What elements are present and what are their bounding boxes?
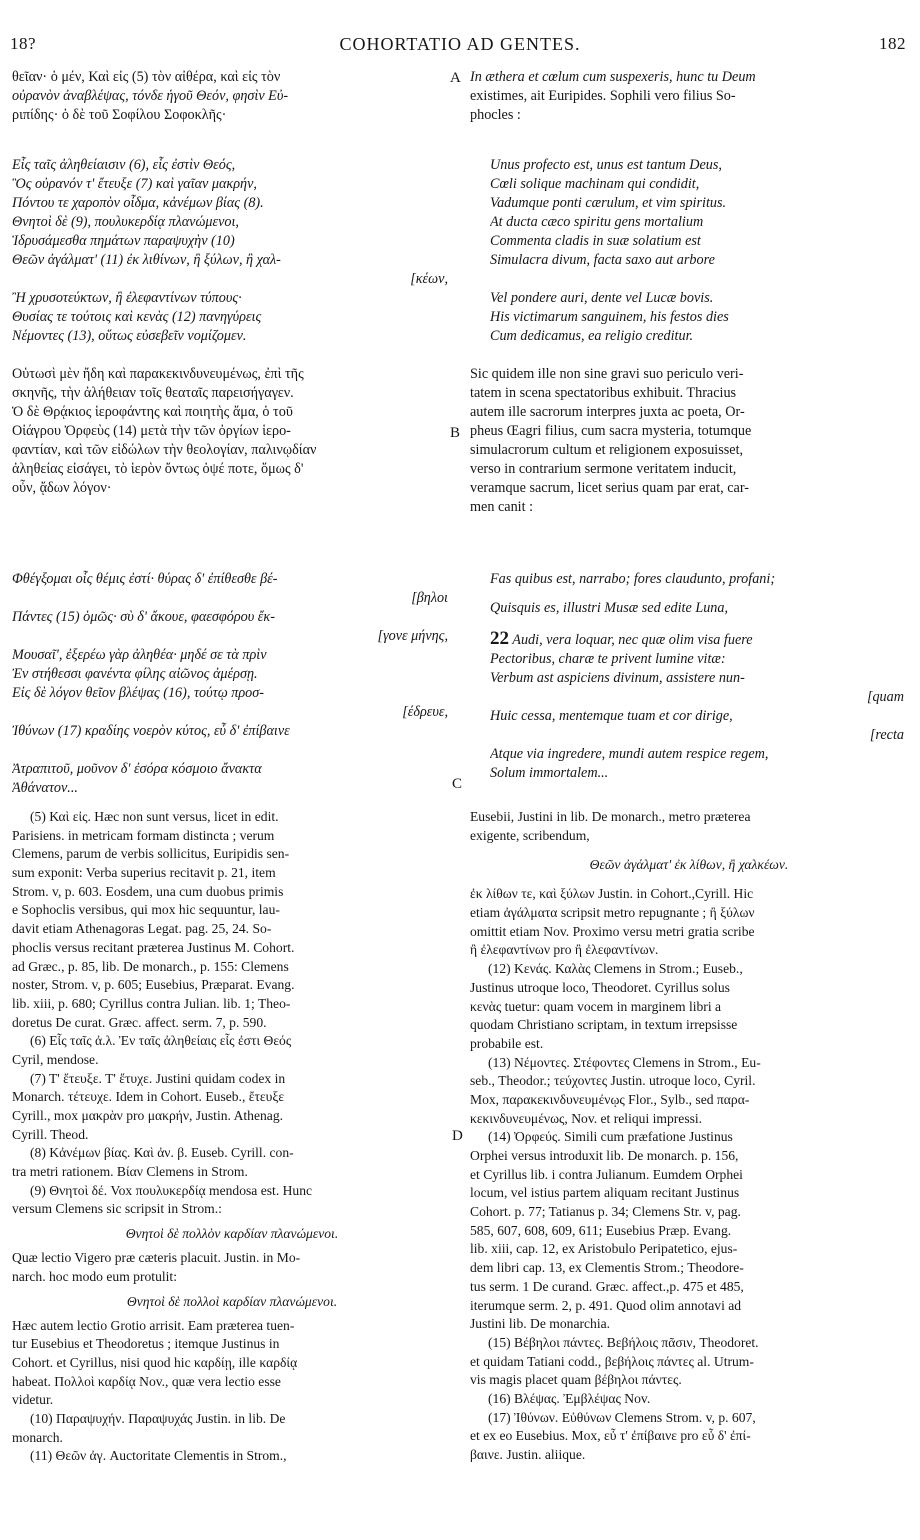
footnote-line: Justinus utroque loco, Theodoret. Cyrillus solus — [470, 979, 730, 995]
greek-poem-sophocles — [12, 156, 452, 346]
footnote-line: (14) Ὀρφεύς. Simili cum præfatione Justinus — [488, 1129, 733, 1145]
footnote-line: Strom. v, p. 603. Eosdem, una cum duobus primis — [12, 883, 284, 899]
footnote-verse: Θνητοὶ δὲ πολλοὶ καρδίαν πλανώμενοι. — [126, 1293, 338, 1309]
verse-line: Πόντου τε χαροπὸν οἶδμα, κἀνέμων βίας (8). — [12, 195, 264, 211]
footnote-line: Quæ lectio Vigero præ cæteris placuit. Justin. in Mo- — [12, 1250, 301, 1266]
footnote-line: sum exponit: Verba superius recitavit p. 21, item — [12, 865, 276, 881]
footnote-line: Cyrill., mox μακρὰν pro μακρήν, Justin. Athenag. — [12, 1108, 284, 1123]
text-line: In æthera et cœlum cum suspexeris, hunc tu Deum — [470, 69, 756, 85]
footnote-line: (8) Κἀνέμων βίας. Καὶ ἀν. β. Euseb. Cyrill. con- — [30, 1145, 294, 1161]
footnote-line: dem libri cap. 13, ex Clementis Strom.; Theodore- — [470, 1260, 744, 1276]
footnote-line: (6) Εἷς ταῖς ἀ.λ. Ἐν ταῖς ἀληθείαις εἷς ἐστι Θεός — [30, 1033, 292, 1049]
footnote-line: Cyrill. Theod. — [12, 1126, 89, 1142]
verse-line: Commenta cladis in suæ solatium est — [490, 233, 701, 249]
verse-line-with-chapter — [490, 628, 908, 650]
footnote-line: et Cyrillus lib. i contra Julianum. Eumdem Orphei — [470, 1166, 743, 1182]
verse-line: Θνητοὶ δὲ (9), πουλυκερδίᾳ πλανώμενοι, — [12, 214, 239, 230]
footnote-line: Cyril, mendose. — [12, 1051, 99, 1067]
footnote-line: probabile est. — [470, 1035, 544, 1051]
text-line: simulacrorum cultum et religionem exposuisset, — [470, 442, 744, 458]
text-line: ἀληθείας εἰσάγει, τὸ ἱερὸν ὄντως ὀψέ ποτε, ὅμως δ' — [12, 461, 304, 477]
footnote-line: (10) Παραψυχήν. Παραψυχάς Justin. in lib. De — [30, 1410, 286, 1426]
verse-line: Ἀθάνατον... — [12, 780, 78, 796]
margin-letter-a: A — [450, 70, 461, 86]
footnote-line: Orphei versus introduxit lib. De monarch. p. 156, — [470, 1148, 739, 1163]
page-title: COHORTATIO AD GENTES. — [339, 34, 581, 54]
verse-line: Πάντες (15) ὁμῶς· σὺ δ' ἄκουε, φαεσφόρου ἔκ- — [12, 609, 275, 625]
footnote-line: monarch. — [12, 1429, 63, 1445]
verse-line: Νέμοντες (13), οὕτως εὐσεβεῖν νομίζομεν. — [12, 328, 247, 344]
verse-line: Huic cessa, mentemque tuam et cor dirige, — [490, 708, 733, 724]
text-line: autem ille sacrorum interpres juxta ac poeta, Or- — [470, 404, 745, 420]
greek-prose — [12, 365, 452, 498]
footnote-line: 585, 607, 608, 609, 611; Eusebius Præp. Evang. — [470, 1222, 732, 1238]
verse-line: Ὃς οὐρανόν τ' ἔτευξε (7) καὶ γαῖαν μακρήν, — [12, 176, 257, 192]
footnote-line: noster, Strom. v, p. 605; Eusebius, Præparat. Evang. — [12, 977, 295, 993]
verse-line: Vadumque ponti cærulum, et vim spiritus. — [490, 195, 727, 211]
footnote-line: Mox, παρακεκινδυνευμένῳς Flor., Sylb., sed παρα- — [470, 1091, 750, 1107]
footnote-line: vis magis placet quam βέβηλοι πάντες. — [470, 1372, 682, 1388]
footnote-line: lib. xiii, cap. 12, ex Aristobulo Peripatetico, ejus- — [470, 1241, 738, 1257]
text-line: Οὑτωσὶ μὲν ἤδη καὶ παρακεκινδυνευμένως, ἐπὶ τῆς — [12, 366, 304, 382]
verse-line: Ἢ χρυσοτεύκτων, ἢ ἐλεφαντίνων τύπους· — [12, 290, 242, 306]
footnote-line: tus serm. 1 De curand. Græc. affect.,p. 475 et 485, — [470, 1278, 744, 1294]
verse-line: Θεῶν ἀγάλματ' (11) ἐκ λιθίνων, ἢ ξύλων, ἢ χαλ- — [12, 252, 281, 268]
spacer — [490, 589, 908, 599]
verse-line: Ἀτραπιτοῦ, μοῦνον δ' ἐσόρα κόσμοιο ἄνακτα — [12, 761, 262, 777]
footnote-line: etiam ἀγάλματα scripsit metro repugnante ; ἢ ξύλων — [470, 905, 755, 921]
latin-prose — [470, 365, 908, 517]
footnote-line: Cohort. p. 77; Tatianus p. 34; Clemens Str. v, pag. — [470, 1204, 741, 1220]
footnote-line: et ex eo Eusebius. Mox, εὖ τ' ἐπίβαινε pro εὖ δ' ἐπί- — [470, 1428, 751, 1444]
footnote-line: videtur. — [12, 1392, 54, 1408]
verse-line: Θυσίας τε τούτοις καὶ κενὰς (12) πανηγύρεις — [12, 309, 262, 325]
page-number-left: 18? — [10, 34, 37, 53]
footnote-line: seb., Theodor.; τεύχοντες Justin. utroque loco, Cyril. — [470, 1073, 756, 1089]
verse-line: Φθέγξομαι οἷς θέμις ἐστί· θύρας δ' ἐπίθεσθε βέ- — [12, 571, 278, 587]
text-line: Sic quidem ille non sine gravi suo periculo veri- — [470, 366, 744, 382]
verse-line-continuation: [recta — [869, 727, 904, 743]
verse-line: Εἰς δὲ λόγον θεῖον βλέψας (16), τούτῳ προσ- — [12, 685, 265, 701]
text-line: οὐρανὸν ἀναβλέψας, τόνδε ἡγοῦ Θεόν, φησὶν Εὐ- — [12, 88, 289, 104]
footnote-line: (7) Τ' ἔτευξε. Τ' ἔτυχε. Justini quidam codex in — [30, 1070, 286, 1086]
footnote-line: versum Clemens sic scripsit in Strom.: — [12, 1201, 222, 1217]
verse-line: At ducta cæco spiritu gens mortalium — [490, 214, 704, 230]
footnote-line: Monarch. τέτευχε. Idem in Cohort. Euseb., ἔτευξε — [12, 1089, 285, 1105]
verse-line: Solum immortalem... — [490, 765, 609, 781]
footnote-line: Justini lib. De monarchia. — [470, 1316, 611, 1332]
footnote-line: (17) Ἰθύνων. Εὐθύνων Clemens Strom. v, p. 607, — [488, 1409, 756, 1425]
verse-line: Ἱδρυσάμεσθα πημάτων παραψυχὴν (10) — [12, 233, 235, 249]
page-number-right: 182 — [879, 34, 906, 53]
text-line: veramque sacrum, licet serius quam par erat, car- — [470, 480, 749, 496]
footnote-line: Cohort. et Cyrillus, nisi quod hic καρδίῃ, ille καρδίᾳ — [12, 1354, 298, 1370]
footnote-line: βαινε. Justin. aliique. — [470, 1447, 586, 1462]
text-line: σκηνῆς, τὴν ἀλήθειαν τοῖς θεαταῖς παρεισήγαγεν. — [12, 385, 294, 401]
footnote-line: et quidam Tatiani codd., βεβήλοις πάντες al. Utrum- — [470, 1353, 754, 1369]
verse-line: Cum dedicamus, ea religio creditur. — [490, 328, 694, 344]
verse-line: Unus profecto est, unus est tantum Deus, — [490, 157, 722, 173]
footnote-line: phoclis versus recitant præterea Justinus M. Cohort. — [12, 939, 295, 955]
footnote-line: e Sophoclis versibus, qui mox hic sequuntur, lau- — [12, 902, 280, 918]
footnote-line: tra metri rationem. Βίαν Clemens in Strom. — [12, 1164, 248, 1180]
footnote-line: Parisiens. in metricam formam distincta ; verum — [12, 827, 275, 843]
footnote-line: (9) Θνητοὶ δέ. Vox πουλυκερδίᾳ mendosa est. Hunc — [30, 1182, 313, 1198]
footnote-line: κενὰς tuetur: quam vocem in marginem libri a — [470, 998, 722, 1014]
greek-intro — [12, 68, 452, 125]
latin-intro — [470, 68, 908, 125]
verse-line: Ἰθύνων (17) κραδίης νοερὸν κύτος, εὖ δ' ἐπίβαινε — [12, 723, 290, 739]
footnote-line: narch. hoc modo eum protulit: — [12, 1268, 177, 1284]
verse-line: His victimarum sanguinem, his festos dies — [490, 309, 729, 325]
verse-line-continuation: [quam — [866, 689, 904, 705]
footnote-line: doretus De curat. Græc. affect. serm. 7, p. 590. — [12, 1014, 267, 1030]
footnote-verse: Θεῶν ἀγάλματ' ἐκ λίθων, ἢ χαλκέων. — [589, 857, 789, 873]
verse-line: Ἐν στήθεσσι φανέντα φίλης αἰῶνος ἀμέρσῃ. — [12, 666, 258, 682]
footnote-line: tur Eusebius et Theodoretus ; itemque Justinus in — [12, 1336, 280, 1352]
verse-line: Quisquis es, illustri Musæ sed edite Luna, — [490, 600, 729, 616]
text-line: Ὁ δὲ Θρᾴκιος ἱεροφάντης καὶ ποιητὴς ἅμα, ὁ τοῦ — [12, 404, 293, 420]
footnote-line: iterumque serm. 2, p. 491. Quod olim annotavi ad — [470, 1297, 742, 1313]
chapter-number: 22 — [490, 628, 509, 649]
text-line: φαντίαν, καὶ τῶν εἰδώλων τὴν θεολογίαν, παλινῳδίαν — [12, 442, 317, 458]
text-line: existimes, ait Euripides. Sophili vero filius So- — [470, 88, 736, 104]
verse-line: Verbum ast aspiciens divinum, assistere nun- — [490, 670, 745, 686]
verse-line: Fas quibus est, narrabo; fores claudunto, profani; — [490, 571, 776, 587]
spacer — [490, 270, 908, 289]
footnote-line: davit etiam Athenagoras Legat. pag. 25, 24. So- — [12, 921, 272, 937]
footnote-line: locum, vel istius partem aliquam recitant Justinus — [470, 1185, 740, 1201]
running-header — [0, 28, 920, 58]
footnote-line: κεκινδυνευμένως, Nov. et reliqui impressi. — [470, 1110, 703, 1126]
footnote-line: habeat. Πολλοὶ καρδίᾳ Nov., quæ vera lectio esse — [12, 1373, 281, 1389]
text-line: phocles : — [470, 107, 521, 123]
footnote-line: ἢ ἐλεφαντίνων pro ἢ ἐλεφαντίνων. — [470, 942, 659, 958]
footnote-line: Hæc autem lectio Grotio arrisit. Eam præterea tuen- — [12, 1317, 295, 1333]
verse-text: Audi, vera loquar, nec quæ olim visa fuere — [512, 632, 753, 648]
footnote-line: lib. xiii, p. 680; Cyrillus contra Julian. lib. 1; Theo- — [12, 995, 291, 1011]
text-line: οὖν, ᾄδων λόγον· — [12, 480, 112, 496]
footnote-verse: Θνητοὶ δὲ πολλὸν καρδίαν πλανώμενοι. — [125, 1226, 339, 1242]
footnote-line: (11) Θεῶν ἀγ. Auctoritate Clementis in Strom., — [30, 1448, 287, 1464]
greek-poem-orpheus — [12, 570, 452, 798]
footnote-line: omittit etiam Nov. Proximo versu metri gratia scribe — [470, 923, 755, 939]
verse-line: Pectoribus, charæ te privent lumine vitæ: — [490, 651, 726, 667]
text-line: ριπίδης· ὁ δὲ τοῦ Σοφίλου Σοφοκλῆς· — [12, 107, 227, 123]
footnote-line: Eusebii, Justini in lib. De monarch., metro præterea — [470, 809, 751, 824]
verse-line: Cœli solique machinam qui condidit, — [490, 176, 700, 192]
margin-letter-b: B — [450, 425, 461, 441]
verse-line: Εἷς ταῖς ἀληθείαισιν (6), εἷς ἐστὶν Θεός, — [12, 157, 236, 173]
footnote-line: (15) Βέβηλοι πάντες. Βεβήλοις πᾶσιν, Theodoret. — [488, 1334, 759, 1350]
margin-letter-c: C — [452, 776, 463, 792]
verse-line-continuation: [έδρευε, — [402, 704, 448, 720]
footnote-line: (5) Καὶ εἰς. Hæc non sunt versus, licet in edit. — [30, 809, 279, 824]
latin-poem-orpheus — [490, 570, 908, 783]
footnote-line: quodam Christiano scriptam, in textum irrepsisse — [470, 1017, 738, 1033]
footnote-line: exigente, scribendum, — [470, 827, 590, 843]
footnote-line: (13) Νέμοντες. Στέφοντες Clemens in Strom., Eu- — [488, 1054, 761, 1070]
text-line: pheus Œagri filius, cum sacra mysteria, totumque — [470, 423, 752, 439]
verse-line: Simulacra divum, facta saxo aut arbore — [490, 252, 715, 268]
verse-line-continuation: [κέων, — [410, 271, 448, 287]
latin-poem-sophocles — [490, 156, 908, 346]
text-line: tatem in scena spectatoribus exhibuit. Thracius — [470, 385, 737, 401]
footnotes-left — [12, 808, 452, 1466]
footnote-line: ad Græc., p. 85, lib. De monarch., p. 155: Clemens — [12, 958, 289, 974]
footnote-line: Clemens, parum de verbis sollicitus, Euripidis sen- — [12, 846, 290, 862]
footnote-line: (16) Βλέψας. Ἐμβλέψας Nov. — [488, 1390, 651, 1406]
footnote-line: (12) Κενάς. Καλὰς Clemens in Strom.; Euseb., — [488, 961, 743, 977]
verse-line-continuation: [βηλοι — [411, 590, 448, 606]
verse-line: Atque via ingredere, mundi autem respice regem, — [490, 746, 769, 762]
spacer — [490, 618, 908, 628]
verse-line: Μουσαῖ', ἐξερέω γὰρ ἀληθέα· μηδέ σε τὰ πρὶν — [12, 647, 267, 663]
margin-letter-d: D — [452, 1128, 463, 1144]
verse-line-continuation: [γονε μήνης, — [377, 628, 448, 644]
text-line: men canit : — [470, 499, 534, 515]
spacer — [12, 741, 452, 760]
text-line: Οἰάγρου Ὀρφεὺς (14) μετὰ τὴν τῶν ὀργίων ἱερο- — [12, 423, 291, 439]
verse-line: Vel pondere auri, dente vel Lucæ bovis. — [490, 290, 714, 306]
text-line: verso in contrarium sermone veritatem inducit, — [470, 461, 737, 477]
text-line: θεῖαν· ὁ μέν, Καὶ εἰς (5) τὸν αἰθέρα, καὶ εἰς τὸν — [12, 69, 281, 85]
footnote-line: ἐκ λίθων τε, καὶ ξύλων Justin. in Cohort.,Cyrill. Hic — [470, 886, 754, 902]
footnotes-right — [470, 808, 908, 1465]
